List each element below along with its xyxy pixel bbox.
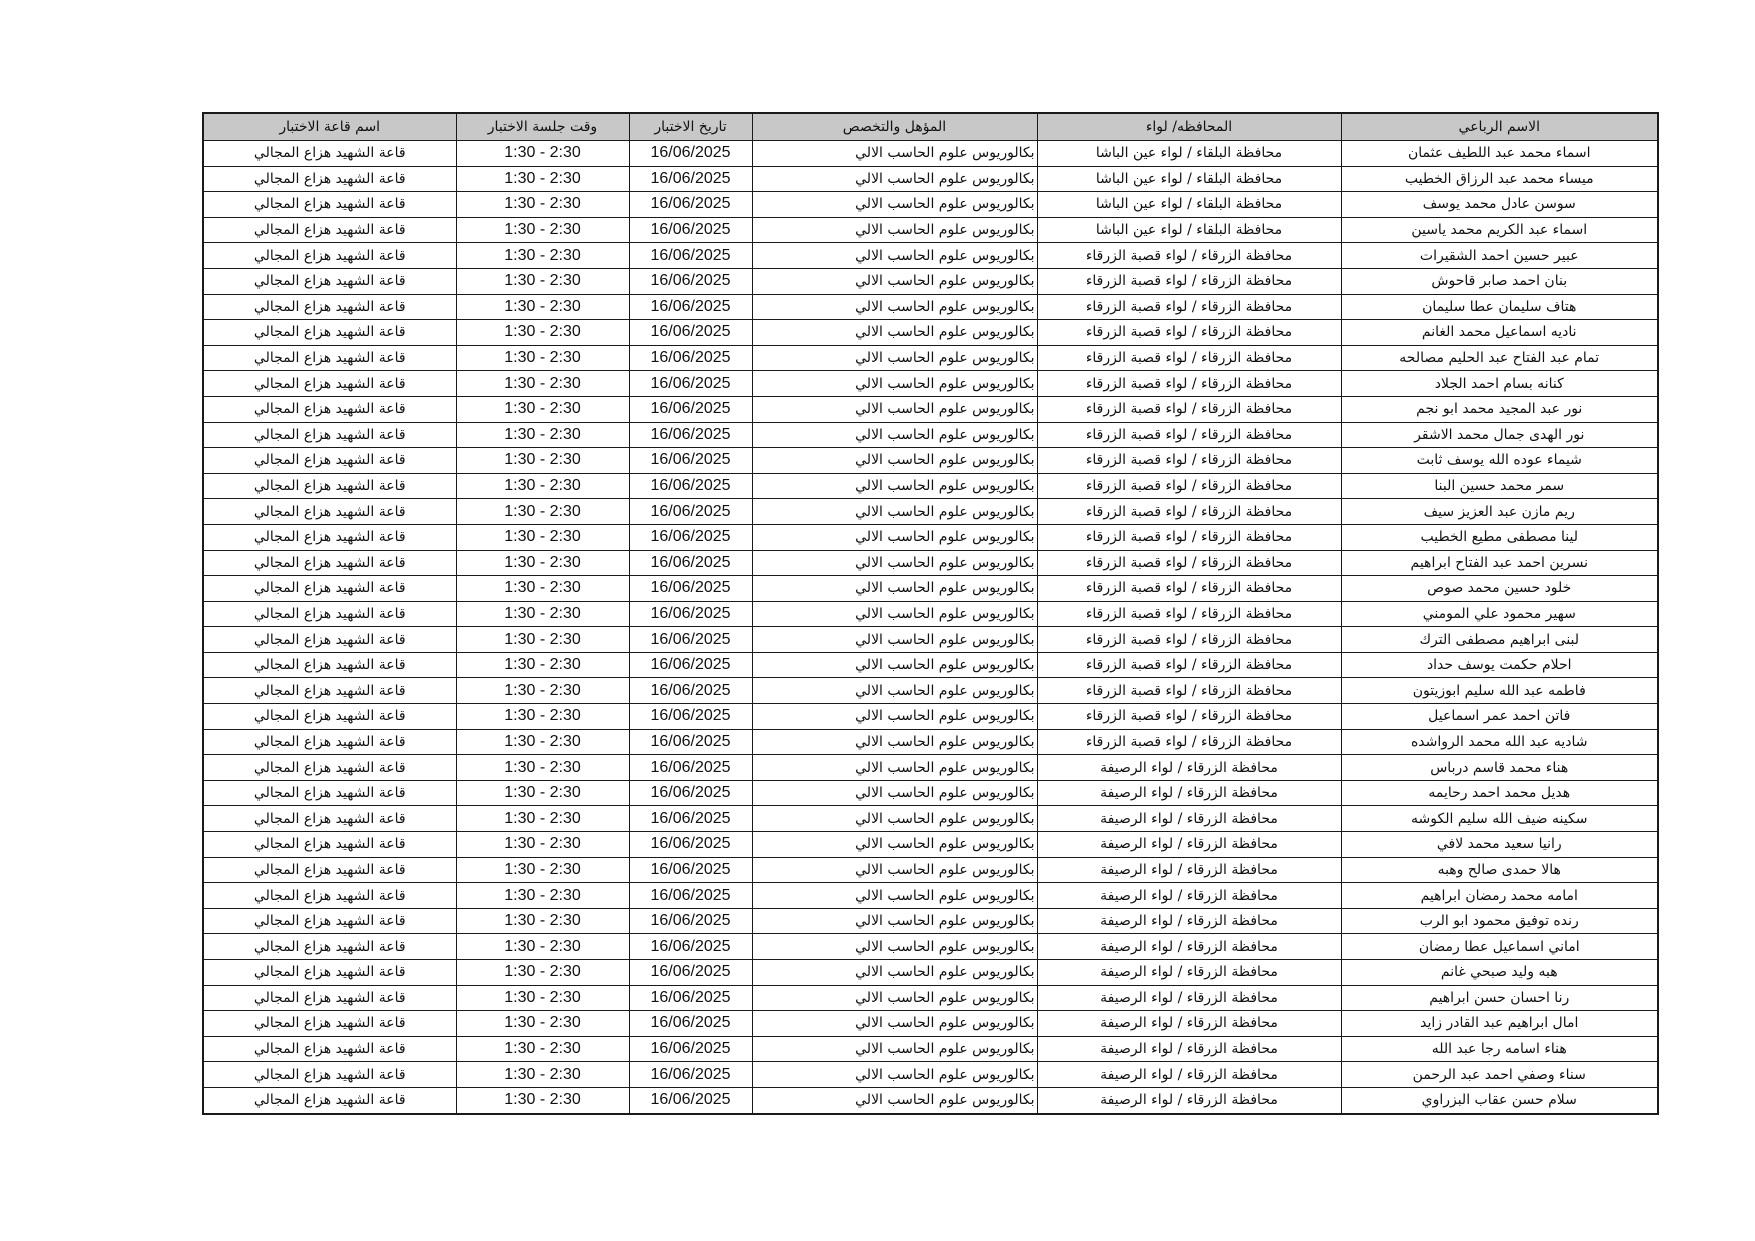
cell-qualification: بكالوريوس علوم الحاسب الالي <box>752 524 1037 550</box>
cell-qualification: بكالوريوس علوم الحاسب الالي <box>752 601 1037 627</box>
cell-time: 1:30 - 2:30 <box>456 678 629 704</box>
cell-hall: قاعة الشهيد هزاع المجالي <box>203 934 456 960</box>
cell-hall: قاعة الشهيد هزاع المجالي <box>203 499 456 525</box>
header-date: تاريخ الاختبار <box>629 113 752 141</box>
cell-time: 1:30 - 2:30 <box>456 524 629 550</box>
cell-governorate: محافظة الزرقاء / لواء الرصيفة <box>1037 934 1341 960</box>
header-governorate: المحافظه/ لواء <box>1037 113 1341 141</box>
cell-governorate: محافظة الزرقاء / لواء الرصيفة <box>1037 1062 1341 1088</box>
cell-hall: قاعة الشهيد هزاع المجالي <box>203 1011 456 1037</box>
cell-date: 16/06/2025 <box>629 294 752 320</box>
cell-governorate: محافظة الزرقاء / لواء الرصيفة <box>1037 832 1341 858</box>
cell-hall: قاعة الشهيد هزاع المجالي <box>203 524 456 550</box>
cell-qualification: بكالوريوس علوم الحاسب الالي <box>752 166 1037 192</box>
cell-name: سمر محمد حسين البنا <box>1341 473 1658 499</box>
cell-name: امامه محمد رمضان ابراهيم <box>1341 883 1658 909</box>
cell-hall: قاعة الشهيد هزاع المجالي <box>203 192 456 218</box>
cell-name: خلود حسين محمد صوص <box>1341 576 1658 602</box>
cell-hall: قاعة الشهيد هزاع المجالي <box>203 268 456 294</box>
cell-governorate: محافظة الزرقاء / لواء قصبة الزرقاء <box>1037 576 1341 602</box>
cell-date: 16/06/2025 <box>629 396 752 422</box>
cell-name: سلام حسن عقاب البزراوي <box>1341 1087 1658 1113</box>
cell-qualification: بكالوريوس علوم الحاسب الالي <box>752 371 1037 397</box>
cell-time: 1:30 - 2:30 <box>456 780 629 806</box>
table-row <box>203 576 1658 602</box>
cell-name: نور الهدى جمال محمد الاشقر <box>1341 422 1658 448</box>
cell-hall: قاعة الشهيد هزاع المجالي <box>203 473 456 499</box>
cell-qualification: بكالوريوس علوم الحاسب الالي <box>752 268 1037 294</box>
cell-governorate: محافظة الزرقاء / لواء قصبة الزرقاء <box>1037 448 1341 474</box>
cell-time: 1:30 - 2:30 <box>456 832 629 858</box>
exam-schedule-table <box>202 112 1659 1115</box>
table-row <box>203 473 1658 499</box>
cell-governorate: محافظة الزرقاء / لواء قصبة الزرقاء <box>1037 268 1341 294</box>
cell-time: 1:30 - 2:30 <box>456 601 629 627</box>
cell-time: 1:30 - 2:30 <box>456 550 629 576</box>
cell-name: ريم مازن عبد العزيز سيف <box>1341 499 1658 525</box>
table-row <box>203 499 1658 525</box>
cell-governorate: محافظة الزرقاء / لواء قصبة الزرقاء <box>1037 678 1341 704</box>
cell-time: 1:30 - 2:30 <box>456 857 629 883</box>
cell-time: 1:30 - 2:30 <box>456 1011 629 1037</box>
cell-governorate: محافظة الزرقاء / لواء الرصيفة <box>1037 1087 1341 1113</box>
cell-time: 1:30 - 2:30 <box>456 422 629 448</box>
cell-hall: قاعة الشهيد هزاع المجالي <box>203 627 456 653</box>
cell-name: فاتن احمد عمر اسماعيل <box>1341 704 1658 730</box>
cell-name: هتاف سليمان عطا سليمان <box>1341 294 1658 320</box>
cell-governorate: محافظة الزرقاء / لواء الرصيفة <box>1037 857 1341 883</box>
table-row <box>203 1062 1658 1088</box>
cell-date: 16/06/2025 <box>629 166 752 192</box>
cell-hall: قاعة الشهيد هزاع المجالي <box>203 704 456 730</box>
cell-hall: قاعة الشهيد هزاع المجالي <box>203 729 456 755</box>
cell-hall: قاعة الشهيد هزاع المجالي <box>203 883 456 909</box>
cell-qualification: بكالوريوس علوم الحاسب الالي <box>752 704 1037 730</box>
cell-governorate: محافظة الزرقاء / لواء قصبة الزرقاء <box>1037 345 1341 371</box>
cell-governorate: محافظة الزرقاء / لواء الرصيفة <box>1037 1011 1341 1037</box>
cell-governorate: محافظة الزرقاء / لواء قصبة الزرقاء <box>1037 499 1341 525</box>
cell-hall: قاعة الشهيد هزاع المجالي <box>203 780 456 806</box>
cell-hall: قاعة الشهيد هزاع المجالي <box>203 396 456 422</box>
header-qualification: المؤهل والتخصص <box>752 113 1037 141</box>
table-row <box>203 141 1658 167</box>
cell-date: 16/06/2025 <box>629 320 752 346</box>
cell-hall: قاعة الشهيد هزاع المجالي <box>203 678 456 704</box>
cell-hall: قاعة الشهيد هزاع المجالي <box>203 243 456 269</box>
cell-name: رنا احسان حسن ابراهيم <box>1341 985 1658 1011</box>
cell-name: هبه وليد صبحي غانم <box>1341 960 1658 986</box>
cell-governorate: محافظة الزرقاء / لواء قصبة الزرقاء <box>1037 294 1341 320</box>
cell-name: هناء اسامه رجا عبد الله <box>1341 1036 1658 1062</box>
cell-time: 1:30 - 2:30 <box>456 243 629 269</box>
cell-date: 16/06/2025 <box>629 601 752 627</box>
table-row <box>203 857 1658 883</box>
table-row <box>203 320 1658 346</box>
cell-name: ناديه اسماعيل محمد الغانم <box>1341 320 1658 346</box>
cell-name: كنانه بسام احمد الجلاد <box>1341 371 1658 397</box>
cell-name: سناء وصفي احمد عبد الرحمن <box>1341 1062 1658 1088</box>
cell-qualification: بكالوريوس علوم الحاسب الالي <box>752 294 1037 320</box>
cell-date: 16/06/2025 <box>629 755 752 781</box>
table-row <box>203 448 1658 474</box>
cell-hall: قاعة الشهيد هزاع المجالي <box>203 601 456 627</box>
cell-hall: قاعة الشهيد هزاع المجالي <box>203 755 456 781</box>
cell-time: 1:30 - 2:30 <box>456 166 629 192</box>
cell-governorate: محافظة الزرقاء / لواء قصبة الزرقاء <box>1037 550 1341 576</box>
table-row <box>203 601 1658 627</box>
cell-qualification: بكالوريوس علوم الحاسب الالي <box>752 550 1037 576</box>
cell-qualification: بكالوريوس علوم الحاسب الالي <box>752 934 1037 960</box>
cell-time: 1:30 - 2:30 <box>456 1036 629 1062</box>
cell-hall: قاعة الشهيد هزاع المجالي <box>203 652 456 678</box>
cell-time: 1:30 - 2:30 <box>456 985 629 1011</box>
cell-time: 1:30 - 2:30 <box>456 320 629 346</box>
cell-name: بنان احمد صابر قاحوش <box>1341 268 1658 294</box>
cell-qualification: بكالوريوس علوم الحاسب الالي <box>752 729 1037 755</box>
cell-name: اسماء محمد عبد اللطيف عثمان <box>1341 141 1658 167</box>
cell-time: 1:30 - 2:30 <box>456 934 629 960</box>
cell-qualification: بكالوريوس علوم الحاسب الالي <box>752 678 1037 704</box>
cell-qualification: بكالوريوس علوم الحاسب الالي <box>752 243 1037 269</box>
cell-date: 16/06/2025 <box>629 524 752 550</box>
cell-qualification: بكالوريوس علوم الحاسب الالي <box>752 192 1037 218</box>
cell-governorate: محافظة الزرقاء / لواء الرصيفة <box>1037 960 1341 986</box>
cell-name: ميساء محمد عبد الرزاق الخطيب <box>1341 166 1658 192</box>
cell-name: احلام حكمت يوسف حداد <box>1341 652 1658 678</box>
cell-date: 16/06/2025 <box>629 1062 752 1088</box>
cell-hall: قاعة الشهيد هزاع المجالي <box>203 371 456 397</box>
table-body <box>203 141 1658 1114</box>
cell-hall: قاعة الشهيد هزاع المجالي <box>203 985 456 1011</box>
cell-qualification: بكالوريوس علوم الحاسب الالي <box>752 1036 1037 1062</box>
cell-qualification: بكالوريوس علوم الحاسب الالي <box>752 1062 1037 1088</box>
cell-hall: قاعة الشهيد هزاع المجالي <box>203 166 456 192</box>
cell-hall: قاعة الشهيد هزاع المجالي <box>203 1062 456 1088</box>
table-header-row <box>203 113 1658 141</box>
cell-time: 1:30 - 2:30 <box>456 268 629 294</box>
cell-time: 1:30 - 2:30 <box>456 755 629 781</box>
table-row <box>203 678 1658 704</box>
cell-date: 16/06/2025 <box>629 550 752 576</box>
cell-time: 1:30 - 2:30 <box>456 627 629 653</box>
cell-date: 16/06/2025 <box>629 960 752 986</box>
cell-name: عبير حسين احمد الشقيرات <box>1341 243 1658 269</box>
cell-name: امال ابراهيم عبد القادر زايد <box>1341 1011 1658 1037</box>
cell-hall: قاعة الشهيد هزاع المجالي <box>203 320 456 346</box>
table-row <box>203 729 1658 755</box>
cell-time: 1:30 - 2:30 <box>456 1062 629 1088</box>
table-row <box>203 806 1658 832</box>
cell-qualification: بكالوريوس علوم الحاسب الالي <box>752 141 1037 167</box>
cell-date: 16/06/2025 <box>629 1036 752 1062</box>
cell-qualification: بكالوريوس علوم الحاسب الالي <box>752 755 1037 781</box>
cell-name: هالا حمدى صالح وهبه <box>1341 857 1658 883</box>
cell-hall: قاعة الشهيد هزاع المجالي <box>203 960 456 986</box>
cell-date: 16/06/2025 <box>629 985 752 1011</box>
table-row <box>203 550 1658 576</box>
cell-hall: قاعة الشهيد هزاع المجالي <box>203 141 456 167</box>
cell-hall: قاعة الشهيد هزاع المجالي <box>203 908 456 934</box>
cell-date: 16/06/2025 <box>629 141 752 167</box>
table-row <box>203 243 1658 269</box>
cell-time: 1:30 - 2:30 <box>456 371 629 397</box>
cell-qualification: بكالوريوس علوم الحاسب الالي <box>752 1011 1037 1037</box>
cell-qualification: بكالوريوس علوم الحاسب الالي <box>752 652 1037 678</box>
cell-date: 16/06/2025 <box>629 1087 752 1113</box>
cell-qualification: بكالوريوس علوم الحاسب الالي <box>752 883 1037 909</box>
cell-date: 16/06/2025 <box>629 499 752 525</box>
cell-date: 16/06/2025 <box>629 627 752 653</box>
cell-date: 16/06/2025 <box>629 806 752 832</box>
cell-governorate: محافظة الزرقاء / لواء قصبة الزرقاء <box>1037 652 1341 678</box>
cell-hall: قاعة الشهيد هزاع المجالي <box>203 217 456 243</box>
cell-name: نسرين احمد عبد الفتاح ابراهيم <box>1341 550 1658 576</box>
table-row <box>203 934 1658 960</box>
table-row <box>203 704 1658 730</box>
cell-name: لبنى ابراهيم مصطفى الترك <box>1341 627 1658 653</box>
table-row <box>203 422 1658 448</box>
cell-time: 1:30 - 2:30 <box>456 448 629 474</box>
cell-qualification: بكالوريوس علوم الحاسب الالي <box>752 780 1037 806</box>
cell-hall: قاعة الشهيد هزاع المجالي <box>203 448 456 474</box>
cell-qualification: بكالوريوس علوم الحاسب الالي <box>752 985 1037 1011</box>
cell-time: 1:30 - 2:30 <box>456 806 629 832</box>
cell-date: 16/06/2025 <box>629 422 752 448</box>
table-row <box>203 371 1658 397</box>
cell-governorate: محافظة الزرقاء / لواء قصبة الزرقاء <box>1037 243 1341 269</box>
cell-date: 16/06/2025 <box>629 857 752 883</box>
cell-governorate: محافظة الزرقاء / لواء قصبة الزرقاء <box>1037 396 1341 422</box>
cell-date: 16/06/2025 <box>629 576 752 602</box>
cell-date: 16/06/2025 <box>629 704 752 730</box>
cell-time: 1:30 - 2:30 <box>456 294 629 320</box>
table-row <box>203 524 1658 550</box>
cell-qualification: بكالوريوس علوم الحاسب الالي <box>752 345 1037 371</box>
cell-hall: قاعة الشهيد هزاع المجالي <box>203 806 456 832</box>
cell-date: 16/06/2025 <box>629 652 752 678</box>
table-row <box>203 908 1658 934</box>
cell-date: 16/06/2025 <box>629 345 752 371</box>
cell-date: 16/06/2025 <box>629 192 752 218</box>
cell-governorate: محافظة الزرقاء / لواء قصبة الزرقاء <box>1037 371 1341 397</box>
table-row <box>203 985 1658 1011</box>
table-row <box>203 652 1658 678</box>
table-row <box>203 1036 1658 1062</box>
cell-qualification: بكالوريوس علوم الحاسب الالي <box>752 806 1037 832</box>
cell-hall: قاعة الشهيد هزاع المجالي <box>203 857 456 883</box>
cell-qualification: بكالوريوس علوم الحاسب الالي <box>752 448 1037 474</box>
cell-governorate: محافظة الزرقاء / لواء الرصيفة <box>1037 883 1341 909</box>
cell-governorate: محافظة الزرقاء / لواء الرصيفة <box>1037 985 1341 1011</box>
cell-name: اسماء عبد الكريم محمد ياسين <box>1341 217 1658 243</box>
table-row <box>203 627 1658 653</box>
table-row <box>203 166 1658 192</box>
cell-date: 16/06/2025 <box>629 729 752 755</box>
cell-qualification: بكالوريوس علوم الحاسب الالي <box>752 217 1037 243</box>
cell-time: 1:30 - 2:30 <box>456 217 629 243</box>
cell-governorate: محافظة الزرقاء / لواء الرصيفة <box>1037 908 1341 934</box>
table-row <box>203 755 1658 781</box>
cell-governorate: محافظة البلقاء / لواء عين الباشا <box>1037 192 1341 218</box>
cell-governorate: محافظة الزرقاء / لواء الرصيفة <box>1037 1036 1341 1062</box>
cell-date: 16/06/2025 <box>629 832 752 858</box>
cell-governorate: محافظة البلقاء / لواء عين الباشا <box>1037 166 1341 192</box>
cell-date: 16/06/2025 <box>629 371 752 397</box>
cell-date: 16/06/2025 <box>629 473 752 499</box>
cell-qualification: بكالوريوس علوم الحاسب الالي <box>752 320 1037 346</box>
cell-governorate: محافظة الزرقاء / لواء الرصيفة <box>1037 780 1341 806</box>
table-row <box>203 883 1658 909</box>
table-row <box>203 268 1658 294</box>
cell-time: 1:30 - 2:30 <box>456 345 629 371</box>
table-row <box>203 1011 1658 1037</box>
cell-date: 16/06/2025 <box>629 678 752 704</box>
table-row <box>203 1087 1658 1113</box>
cell-name: سكينه ضيف الله سليم الكوشه <box>1341 806 1658 832</box>
table-row <box>203 396 1658 422</box>
cell-governorate: محافظة الزرقاء / لواء قصبة الزرقاء <box>1037 473 1341 499</box>
cell-time: 1:30 - 2:30 <box>456 396 629 422</box>
cell-governorate: محافظة الزرقاء / لواء قصبة الزرقاء <box>1037 704 1341 730</box>
cell-hall: قاعة الشهيد هزاع المجالي <box>203 294 456 320</box>
table-row <box>203 345 1658 371</box>
cell-qualification: بكالوريوس علوم الحاسب الالي <box>752 832 1037 858</box>
cell-date: 16/06/2025 <box>629 268 752 294</box>
table-row <box>203 192 1658 218</box>
cell-time: 1:30 - 2:30 <box>456 1087 629 1113</box>
header-hall: اسم قاعة الاختبار <box>203 113 456 141</box>
cell-hall: قاعة الشهيد هزاع المجالي <box>203 1036 456 1062</box>
cell-name: اماني اسماعيل عطا رمضان <box>1341 934 1658 960</box>
cell-date: 16/06/2025 <box>629 780 752 806</box>
cell-governorate: محافظة الزرقاء / لواء قصبة الزرقاء <box>1037 627 1341 653</box>
cell-hall: قاعة الشهيد هزاع المجالي <box>203 1087 456 1113</box>
cell-name: فاطمه عبد الله سليم ابوزيتون <box>1341 678 1658 704</box>
cell-name: هديل محمد احمد رحايمه <box>1341 780 1658 806</box>
cell-qualification: بكالوريوس علوم الحاسب الالي <box>752 396 1037 422</box>
cell-qualification: بكالوريوس علوم الحاسب الالي <box>752 499 1037 525</box>
cell-time: 1:30 - 2:30 <box>456 192 629 218</box>
cell-date: 16/06/2025 <box>629 217 752 243</box>
exam-schedule-sheet <box>204 112 1659 1115</box>
cell-governorate: محافظة الزرقاء / لواء قصبة الزرقاء <box>1037 320 1341 346</box>
cell-time: 1:30 - 2:30 <box>456 729 629 755</box>
table-row <box>203 217 1658 243</box>
cell-name: نور عبد المجيد محمد ابو نجم <box>1341 396 1658 422</box>
cell-name: لينا مصطفى مطيع الخطيب <box>1341 524 1658 550</box>
cell-time: 1:30 - 2:30 <box>456 704 629 730</box>
cell-date: 16/06/2025 <box>629 883 752 909</box>
cell-date: 16/06/2025 <box>629 243 752 269</box>
cell-governorate: محافظة الزرقاء / لواء قصبة الزرقاء <box>1037 729 1341 755</box>
cell-hall: قاعة الشهيد هزاع المجالي <box>203 550 456 576</box>
table-row <box>203 780 1658 806</box>
cell-time: 1:30 - 2:30 <box>456 141 629 167</box>
cell-name: رنده توفيق محمود ابو الرب <box>1341 908 1658 934</box>
cell-time: 1:30 - 2:30 <box>456 960 629 986</box>
table-row <box>203 832 1658 858</box>
cell-name: تمام عبد الفتاح عبد الحليم مصالحه <box>1341 345 1658 371</box>
cell-name: هناء محمد قاسم درباس <box>1341 755 1658 781</box>
cell-governorate: محافظة البلقاء / لواء عين الباشا <box>1037 141 1341 167</box>
cell-qualification: بكالوريوس علوم الحاسب الالي <box>752 627 1037 653</box>
cell-qualification: بكالوريوس علوم الحاسب الالي <box>752 576 1037 602</box>
cell-time: 1:30 - 2:30 <box>456 883 629 909</box>
cell-qualification: بكالوريوس علوم الحاسب الالي <box>752 908 1037 934</box>
cell-hall: قاعة الشهيد هزاع المجالي <box>203 345 456 371</box>
cell-date: 16/06/2025 <box>629 1011 752 1037</box>
cell-hall: قاعة الشهيد هزاع المجالي <box>203 832 456 858</box>
cell-name: سوسن عادل محمد يوسف <box>1341 192 1658 218</box>
cell-governorate: محافظة الزرقاء / لواء قصبة الزرقاء <box>1037 422 1341 448</box>
cell-name: شيماء عوده الله يوسف ثابت <box>1341 448 1658 474</box>
cell-name: شاديه عبد الله محمد الرواشده <box>1341 729 1658 755</box>
table-row <box>203 960 1658 986</box>
cell-date: 16/06/2025 <box>629 934 752 960</box>
cell-hall: قاعة الشهيد هزاع المجالي <box>203 576 456 602</box>
table-row <box>203 294 1658 320</box>
cell-time: 1:30 - 2:30 <box>456 499 629 525</box>
cell-time: 1:30 - 2:30 <box>456 652 629 678</box>
cell-name: رانيا سعيد محمد لافي <box>1341 832 1658 858</box>
cell-governorate: محافظة البلقاء / لواء عين الباشا <box>1037 217 1341 243</box>
cell-date: 16/06/2025 <box>629 448 752 474</box>
cell-date: 16/06/2025 <box>629 908 752 934</box>
cell-governorate: محافظة الزرقاء / لواء الرصيفة <box>1037 755 1341 781</box>
cell-governorate: محافظة الزرقاء / لواء قصبة الزرقاء <box>1037 601 1341 627</box>
cell-name: سهير محمود علي المومني <box>1341 601 1658 627</box>
header-time: وقت جلسة الاختبار <box>456 113 629 141</box>
header-name: الاسم الرباعي <box>1341 113 1658 141</box>
cell-time: 1:30 - 2:30 <box>456 473 629 499</box>
cell-governorate: محافظة الزرقاء / لواء الرصيفة <box>1037 806 1341 832</box>
cell-hall: قاعة الشهيد هزاع المجالي <box>203 422 456 448</box>
cell-time: 1:30 - 2:30 <box>456 908 629 934</box>
cell-time: 1:30 - 2:30 <box>456 576 629 602</box>
cell-qualification: بكالوريوس علوم الحاسب الالي <box>752 1087 1037 1113</box>
cell-qualification: بكالوريوس علوم الحاسب الالي <box>752 473 1037 499</box>
cell-qualification: بكالوريوس علوم الحاسب الالي <box>752 960 1037 986</box>
cell-qualification: بكالوريوس علوم الحاسب الالي <box>752 422 1037 448</box>
cell-qualification: بكالوريوس علوم الحاسب الالي <box>752 857 1037 883</box>
cell-governorate: محافظة الزرقاء / لواء قصبة الزرقاء <box>1037 524 1341 550</box>
